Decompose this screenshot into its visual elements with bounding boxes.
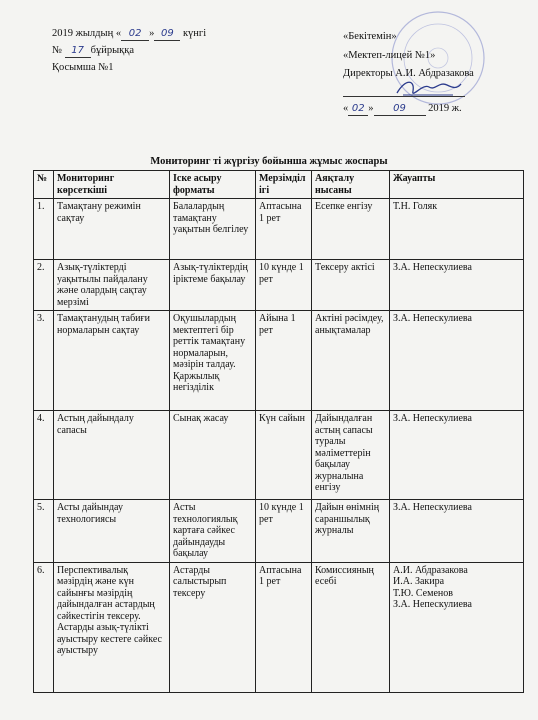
cell-completion: Актіні рәсімдеу, анықтамалар [312,311,390,411]
school-name: «Мектеп-лицей №1» [343,50,436,61]
cell-format: Сынақ жасау [170,411,256,500]
table-row [34,260,524,311]
cell-completion: Тексеру актісі [312,260,390,311]
header-number: № [34,171,54,199]
cell-indicator: Астың дайындалу сапасы [54,411,170,500]
cell-number: 3. [34,311,54,411]
signature-line [343,96,465,97]
cell-number: 5. [34,500,54,563]
cell-format: Асты технологиялық картаға сәйкес дайындауды бақылау [170,500,256,563]
cell-responsible: З.А. Непескулиева [390,311,524,411]
order-day-handwritten: 02 [121,28,149,41]
cell-frequency: 10 күнде 1 рет [256,260,312,311]
table-row [34,411,524,500]
order-number-line [52,45,134,58]
order-month-handwritten: 09 [154,28,180,41]
cell-number: 1. [34,199,54,260]
cell-format: Азық-түліктердің іріктеме бақылау [170,260,256,311]
cell-completion: Есепке енгізу [312,199,390,260]
order-number-prefix: № [52,45,63,56]
order-date-suffix: күнгі [182,28,207,39]
appendix-label: Қосымша №1 [52,62,114,73]
table-row [34,199,524,260]
header-format: Іске асыру форматы [170,171,256,199]
table-row [34,311,524,411]
order-number-handwritten: 17 [65,45,91,58]
order-number-suffix: бұйрыққа [90,45,135,56]
approval-date-mid: » [368,103,374,114]
table-row [34,562,524,692]
approval-date-line [343,103,462,116]
approval-month-handwritten: 09 [374,103,426,116]
cell-responsible: Т.Н. Голяк [390,199,524,260]
cell-indicator: Асты дайындау технологиясы [54,500,170,563]
cell-responsible: З.А. Непескулиева [390,500,524,563]
cell-indicator: Азық-түліктерді уақытылы пайдалану және олардың сақтау мерзімі [54,260,170,311]
cell-completion: Дайындалған астың сапасы туралы мәліметтерін бақылау журналына енгізу [312,411,390,500]
cell-completion: Дайын өнімнің сараншылық журналы [312,500,390,563]
approval-date-prefix: « [343,103,349,114]
order-date-mid: » [149,28,155,39]
cell-responsible: А.И. Абдразакова И.А. Закира Т.Ю. Семенов З.А. Непескулиева [390,562,524,692]
order-date-line [52,28,206,41]
document-title: Мониторинг ті жүргізу бойынша жұмыс жоспары [150,156,388,167]
header-frequency: Мерзімділігі [256,171,312,199]
cell-completion: Комиссияның есебі [312,562,390,692]
director-name: Директоры А.И. Абдразакова [343,68,474,79]
cell-number: 6. [34,562,54,692]
order-date-prefix: 2019 жылдың « [52,28,122,39]
cell-frequency: 10 күнде 1 рет [256,500,312,563]
approval-date-suffix: 2019 ж. [428,103,462,114]
approve-label: «Бекітемін» [343,31,397,42]
cell-frequency: Айына 1 рет [256,311,312,411]
cell-indicator: Тамақтанудың табиғи нормаларын сақтау [54,311,170,411]
cell-frequency: Аптасына 1 рет [256,562,312,692]
cell-frequency: Күн сайын [256,411,312,500]
header-completion: Аяқталу нысаны [312,171,390,199]
table-row [34,500,524,563]
cell-frequency: Аптасына 1 рет [256,199,312,260]
cell-responsible: З.А. Непескулиева [390,411,524,500]
header-indicator: Мониторинг көрсеткіші [54,171,170,199]
cell-format: Оқушылардың мектептегі бір реттік тамақтану нормаларын, мәзірін талдау. Қаржылық негізділік [170,311,256,411]
cell-number: 2. [34,260,54,311]
cell-responsible: З.А. Непескулиева [390,260,524,311]
header-responsible: Жауапты [390,171,524,199]
cell-format: Балалардың тамақтану уақытын белгілеу [170,199,256,260]
table-header-row [34,171,524,199]
cell-number: 4. [34,411,54,500]
monitoring-plan-table [33,170,524,693]
cell-indicator: Тамақтану режимін сақтау [54,199,170,260]
cell-format: Астарды салыстырып тексеру [170,562,256,692]
cell-indicator: Перспективалық мәзірдің және күн сайынғы мәзірдің дайындалған астардың сәйкестігін тексеру. Астарды азық-түлікті ауыстыру кестеге сәйкес ауыстыру [54,562,170,692]
approval-day-handwritten: 02 [348,103,368,116]
